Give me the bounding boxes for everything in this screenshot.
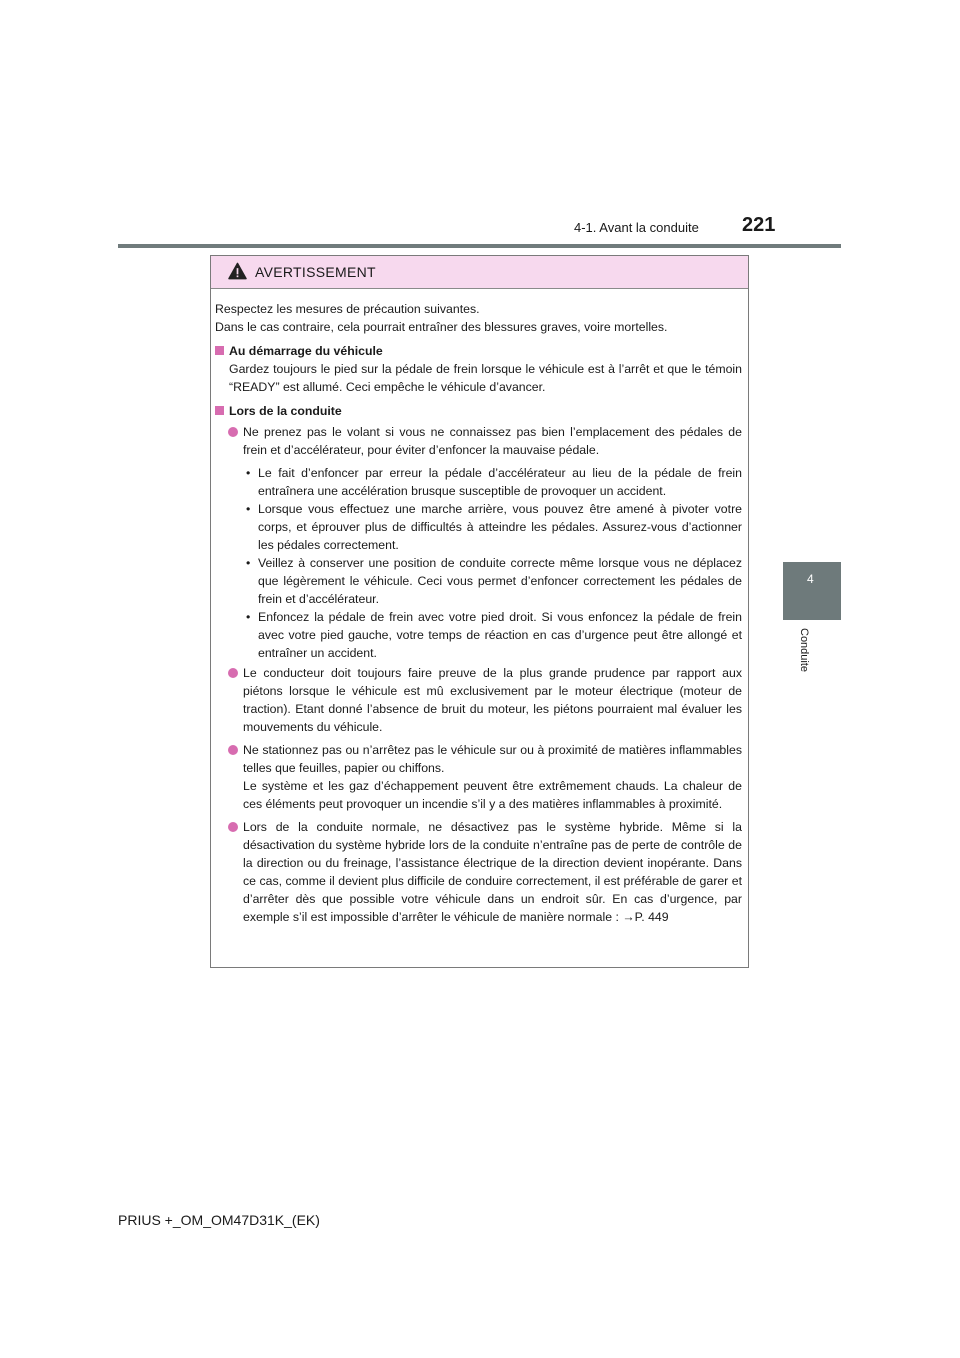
warning-title: AVERTISSEMENT bbox=[255, 264, 376, 280]
section-heading: Au démarrage du véhicule bbox=[215, 342, 742, 360]
sub-item: • Le fait d’enfoncer par erreur la pédale d’accélérateur au lieu de la pédale de frein entraînera une accélération brusque susceptible de provoquer un accident. bbox=[246, 466, 742, 498]
dot-bullet-icon: • bbox=[246, 466, 251, 480]
page-reference-link[interactable]: →P. 449 bbox=[622, 910, 669, 924]
chapter-tab[interactable] bbox=[783, 562, 841, 620]
sub-item: • Lorsque vous effectuez une marche arrière, vous pouvez être amené à pivoter votre corps, et éprouver plus de difficultés à atteindre les pédales. Assurez-vous d’actionner les pédales correctement. bbox=[246, 502, 742, 552]
warning-intro-line: Dans le cas contraire, cela pourrait entraîner des blessures graves, voire mortelles. bbox=[215, 320, 668, 334]
chapter-tab-label: Conduite bbox=[798, 628, 810, 673]
bullet-item: Le conducteur doit toujours faire preuve de la plus grande prudence par rapport aux piétons lorsque le véhicule est mû exclusivement par le moteur électrique (moteur de traction). Etant donné l’absence de bruit du moteur, les piétons pourraient mal évaluer les mouvements du véhicule. bbox=[215, 664, 742, 736]
dot-bullet-icon: • bbox=[246, 610, 251, 624]
bullet-item: Ne prenez pas le volant si vous ne connaissez pas bien l’emplacement des pédales de frein et d’accélérateur, pour éviter d’enfoncer la mauvaise pédale. bbox=[215, 423, 742, 459]
warning-triangle-icon bbox=[228, 262, 247, 280]
page-number: 221 bbox=[742, 214, 776, 236]
chapter-tab-number: 4 bbox=[807, 572, 814, 586]
footer-doc-code: PRIUS +_OM_OM47D31K_(EK) bbox=[118, 1212, 320, 1228]
header-section-title: 4-1. Avant la conduite bbox=[574, 220, 699, 235]
bullet-item: Ne stationnez pas ou n’arrêtez pas le véhicule sur ou à proximité de matières inflammables telles que feuilles, papier ou chiffons. Le système et les gaz d’échappement peuvent être extrêmement chauds. La chaleur de ces éléments peut provoquer un incendie s’il y a des matières inflammables à proximité. bbox=[215, 741, 742, 813]
header-divider bbox=[118, 244, 841, 248]
square-bullet-icon bbox=[215, 406, 224, 415]
sub-item: • Veillez à conserver une position de conduite correcte même lorsque vous ne déplacez que légèrement le véhicule. Ceci vous permet d’enfoncer correctement les pédales de frein et d’accélérateur. bbox=[246, 556, 742, 606]
dot-bullet-icon: • bbox=[246, 556, 251, 570]
warning-header bbox=[211, 256, 748, 289]
square-bullet-icon bbox=[215, 346, 224, 355]
warning-body bbox=[211, 289, 748, 926]
section-heading: Lors de la conduite bbox=[215, 402, 742, 420]
circle-bullet-icon bbox=[228, 427, 238, 437]
warning-intro-line: Respectez les mesures de précaution suivantes. bbox=[215, 302, 480, 316]
dot-bullet-icon: • bbox=[246, 502, 251, 516]
warning-box bbox=[210, 255, 749, 968]
sub-item: • Enfoncez la pédale de frein avec votre pied droit. Si vous enfoncez la pédale de frein avec votre pied gauche, votre temps de réaction en cas d’urgence peut être allongé et entraîner un accident. bbox=[246, 610, 742, 660]
circle-bullet-icon bbox=[228, 822, 238, 832]
section-text: Gardez toujours le pied sur la pédale de frein lorsque le véhicule est à l’arrêt et que le témoin “READY” est allumé. Ceci empêche le véhicule d’avancer. bbox=[229, 362, 742, 394]
bullet-item: Lors de la conduite normale, ne désactivez pas le système hybride. Même si la désactivation du système hybride lors de la conduite n’entraîne pas de perte de contrôle de la direction ou du freinage, l’assistance électrique de la direction devient inopérante. Dans ce cas, comme il devient plus difficile de conduire correctement, il est préférable de garer et d’arrêter dès que possible votre véhicule dans un endroit sûr. En cas d’urgence, par exemple s’il est impossible d’arrêter le véhicule de manière normale : →P. 449 bbox=[215, 818, 742, 926]
sub-list bbox=[215, 464, 742, 662]
circle-bullet-icon bbox=[228, 668, 238, 678]
circle-bullet-icon bbox=[228, 745, 238, 755]
